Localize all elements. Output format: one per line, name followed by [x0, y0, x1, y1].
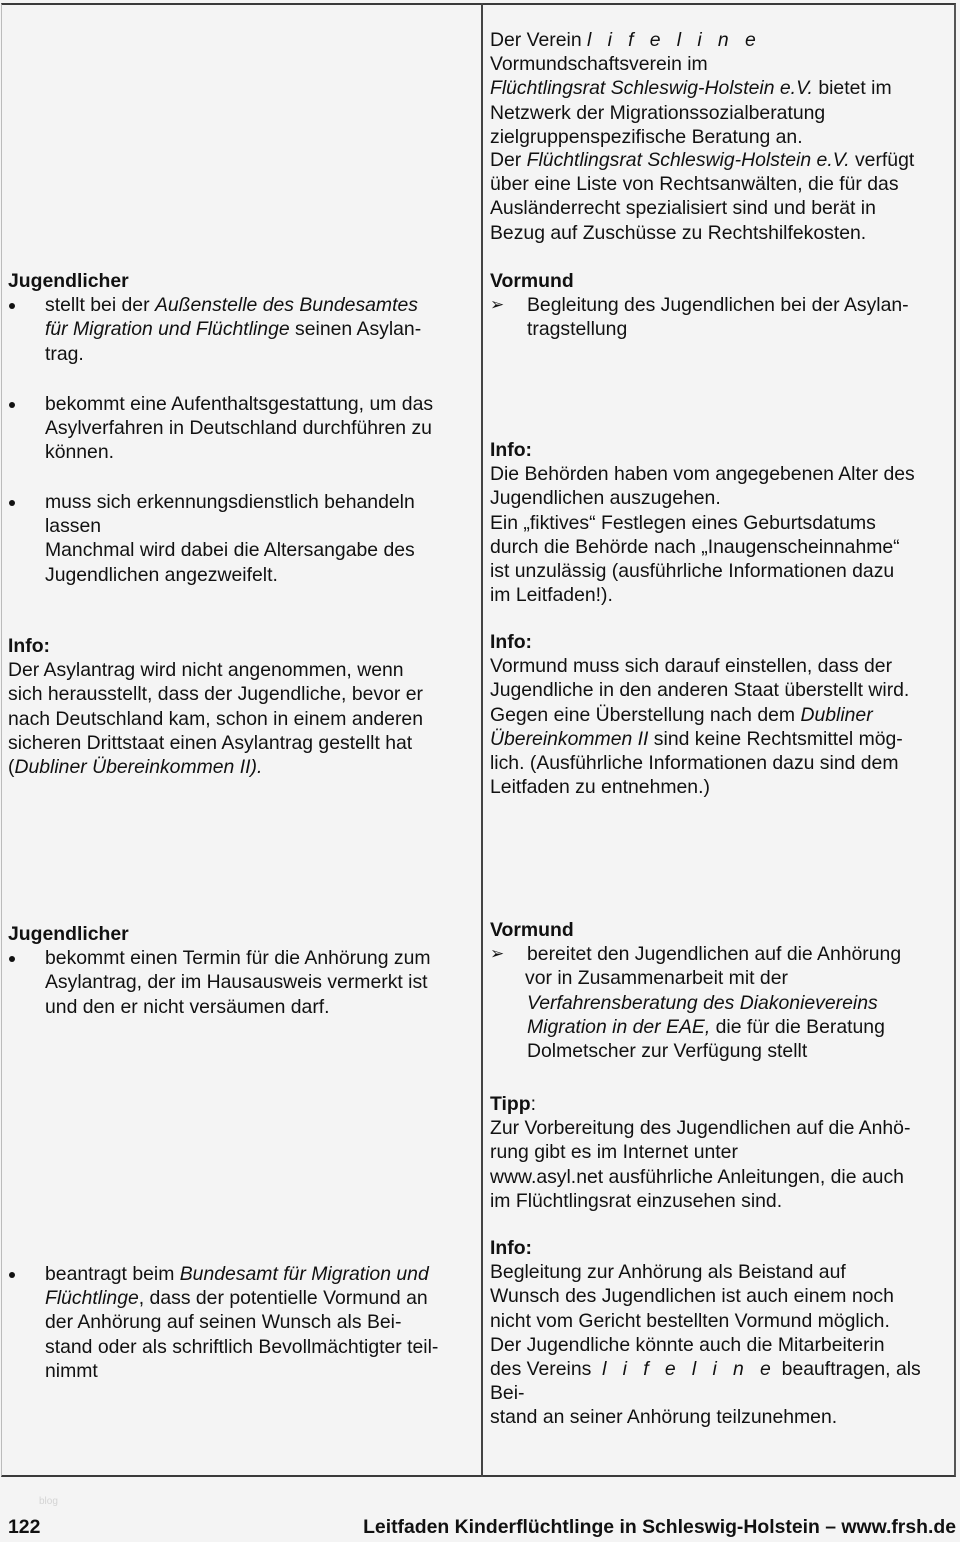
info-box-transfer: Info: Vormund muss sich darauf einstellen, dass der Jugendliche in den anderen Staat überstellt wird. Gegen eine Überstellung nach dem Dubliner Übereinkommen II sind keine Rechtsmittel mög- lich. (Ausführliche Informationen dazu sind dem Leitfaden zu entnehmen.) [490, 630, 952, 799]
page-number: 122 [8, 1516, 41, 1538]
info-heading: Info: [490, 631, 532, 653]
watermark: blog [39, 1496, 58, 1507]
list-item: bekommt eine Aufenthaltsgestattung, um das Asylverfahren in Deutschland durchführen zu können. [45, 393, 434, 464]
intro-paragraph-fluechtlingsrat: Der Flüchtlingsrat Schleswig-Holstein e.V. verfügt über eine Liste von Rechtsanwälten, die für das Ausländerrecht spezialisiert sind und berät in Bezug auf Zuschüsse zu Rechtshilfekosten. [490, 149, 915, 244]
asyl-net-reference: www.asyl.net ausführliche Anleitungen, die auch [490, 1165, 904, 1188]
list-item: bekommt einen Termin für die Anhörung zum Asylantrag, der im Hausausweis vermerkt ist und den er nicht versäumen darf. [45, 947, 431, 1018]
section-heading: Vormund [490, 919, 574, 941]
list-item: muss sich erkennungsdienstlich behandeln lassen Manchmal wird dabei die Altersangabe des Jugendlichen angezweifelt. [45, 491, 415, 586]
lifeline-name: l i f e l i n e [587, 29, 762, 51]
section1-vormund [490, 269, 952, 342]
arrow-bullet-icon: ➢ [490, 295, 505, 315]
footer-title: Leitfaden Kinderflüchtlinge in Schleswig-Holstein – www.frsh.de [363, 1516, 956, 1538]
list-item: ➢ bereitet den Jugendlichen auf die Anhörung vor in Zusammenarbeit mit der Verfahrensberatung des Diakonievereins Migration in der EAE, die für die Beratung Dolmetscher zur Verfügung stellt [490, 943, 902, 1063]
section-heading: Vormund [490, 270, 574, 292]
list-item: stellt bei der Außenstelle des Bundesamtes für Migration und Flüchtlinge seinen Asylan- trag. [45, 294, 422, 365]
tipp-heading: Tipp [490, 1093, 531, 1115]
arrow-bullet-icon: ➢ [490, 944, 505, 964]
info-heading: Info: [8, 635, 50, 657]
info-heading: Info: [490, 1237, 532, 1259]
list-item: ➢ Begleitung des Jugendlichen bei der Asylan- tragstellung [490, 294, 909, 341]
section2-vormund [490, 918, 952, 1063]
list-item: beantragt beim Bundesamt für Migration und Flüchtlinge, dass der potentielle Vormund an der Anhörung auf seinen Wunsch als Bei- stand oder als schriftlich Bevollmächtigter teil- nimmt [45, 1263, 439, 1382]
section-heading: Jugendlicher [8, 270, 129, 292]
tipp-box: Tipp: Zur Vorbereitung des Jugendlichen auf die Anhö- rung gibt es im Internet unter www.asyl.net ausführliche Anleitungen, die auch im Flüchtlingsrat einzusehen sind. [490, 1092, 952, 1213]
info-box-beistand: Info: Begleitung zur Anhörung als Beistand auf Wunsch des Jugendlichen ist auch einem noch nicht vom Gericht bestellten Vormund möglich. Der Jugendliche könnte auch die Mitarbeiterin des Vereins l i f e l i n e beauftragen, als Bei- stand an seiner Anhörung teilzunehmen. [490, 1236, 952, 1430]
section-heading: Jugendlicher [8, 923, 129, 945]
section2-jugendlicher [8, 922, 476, 1019]
column-divider [481, 3, 483, 1477]
info-box-age: Info: Die Behörden haben vom angegebenen Alter des Jugendlichen auszugehen. Ein „fiktives“ Festlegen eines Geburtsdatums durch die Behörde nach „Inaugenscheinnahme“ ist unzulässig (ausführliche Informationen dazu im Leitfaden!). [490, 438, 952, 607]
info-heading: Info: [490, 439, 532, 461]
section1-jugendlicher [8, 269, 476, 366]
lifeline-name: l i f e l i n e [602, 1358, 777, 1381]
intro-paragraph-lifeline: Der Verein l i f e l i n e Vormundschaftsverein im Flüchtlingsrat Schleswig-Holstein e.V. bietet im Netzwerk der Migrationssozialberatung zielgruppenspezifische Beratung an. [490, 29, 892, 148]
info-box-dublin: Info: Der Asylantrag wird nicht angenommen, wenn sich herausstellt, dass der Jugendliche, bevor er nach Deutschland kam, schon in einem anderen sicheren Drittstaat einen Asylantrag gestellt hat (Dubliner Übereinkommen II). [8, 634, 476, 779]
